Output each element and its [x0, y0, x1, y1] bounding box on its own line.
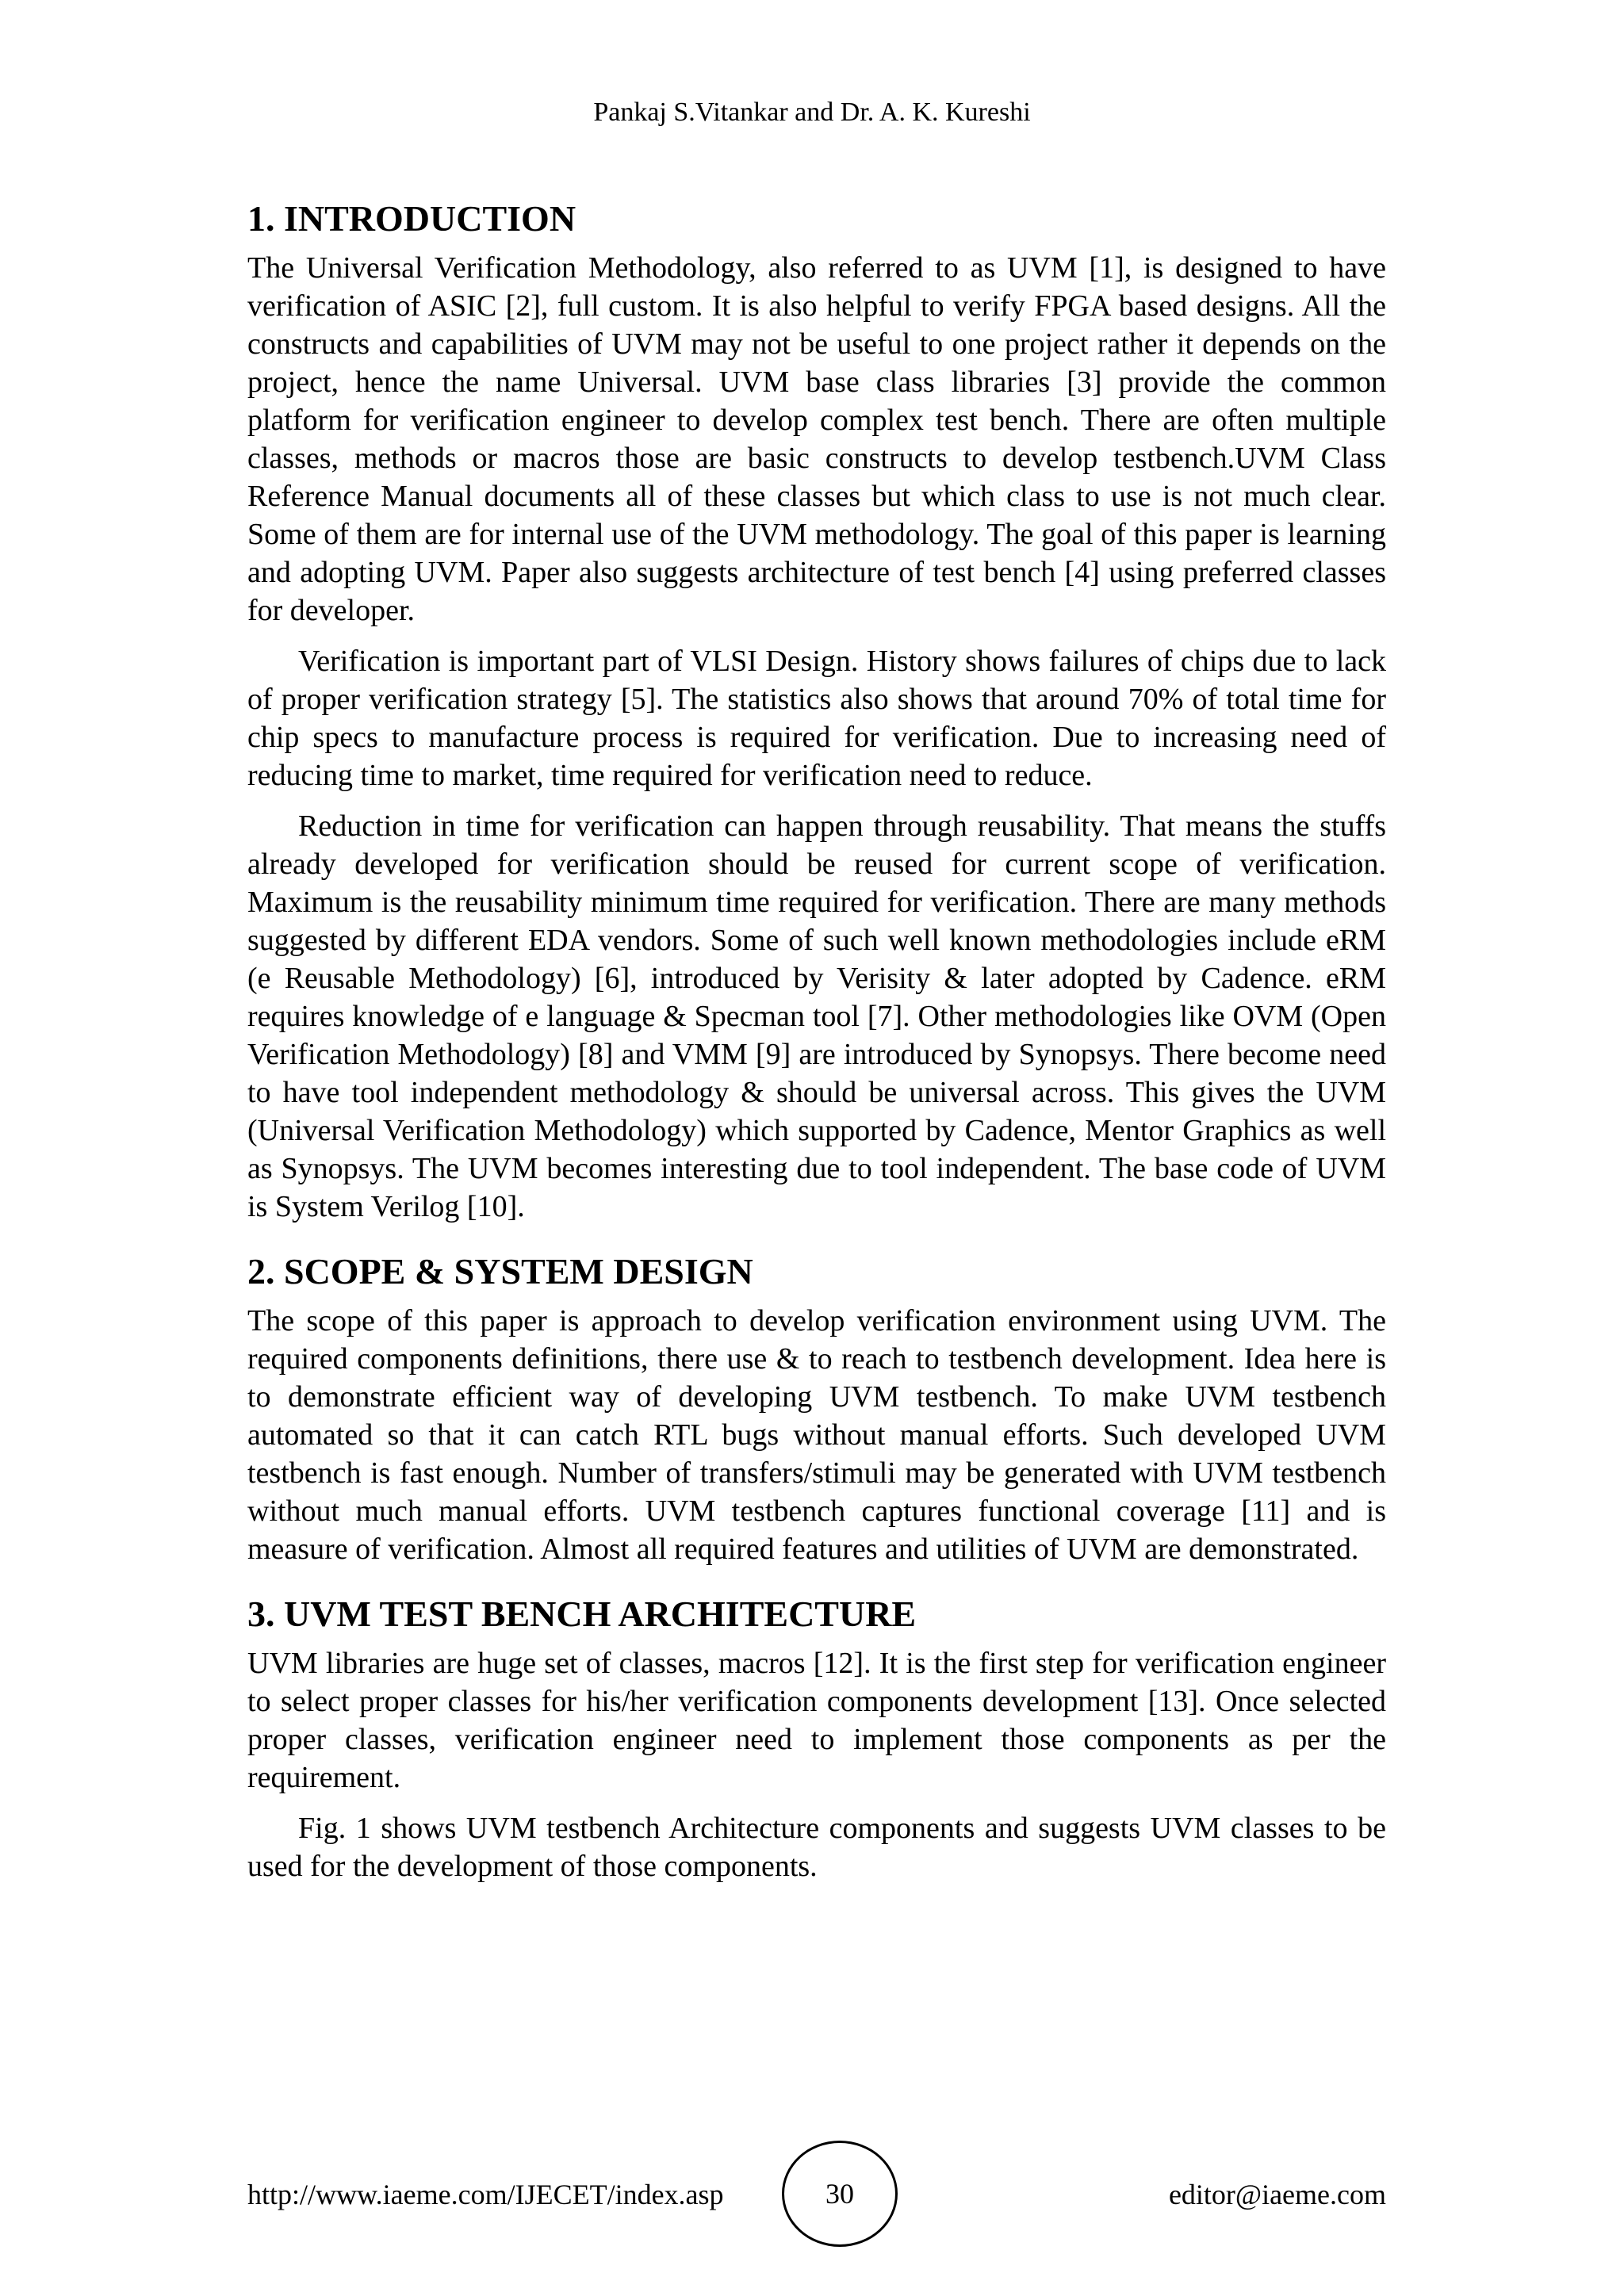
section-heading: 3. UVM TEST BENCH ARCHITECTURE — [247, 1594, 917, 1634]
paragraph: Fig. 1 shows UVM testbench Architecture components and suggests UVM classes to be used for the development of those components. — [247, 1812, 1386, 1883]
page-number: 30 — [825, 2178, 854, 2210]
section-introduction — [247, 195, 1386, 1226]
paragraph: The scope of this paper is approach to develop verification environment using UVM. The required components definitions, there use & to reach to testbench development. Idea here is to demonstrate efficient way of developing UVM testbench. To make UVM testbench automated so that it can catch RTL bugs without manual efforts. Such developed UVM testbench is fast enough. Number of transfers/stimuli may be generated with UVM testbench without much manual efforts. UVM testbench captures functional coverage [11] and is measure of verification. Almost all required features and utilities of UVM are demonstrated. — [247, 1304, 1386, 1566]
paragraph: The Universal Verification Methodology, also referred to as UVM [1], is designed to have verification of ASIC [2], full custom. It is also helpful to verify FPGA based designs. All the constructs and capabilities of UVM may not be useful to one project rather it depends on the project, hence the name Universal. UVM base class libraries [3] provide the common platform for verification engineer to develop complex test bench. There are often multiple classes, methods or macros those are basic constructs to develop testbench.UVM Class Reference Manual documents all of these classes but which class to use is not much clear. Some of them are for internal use of the UVM methodology. The goal of this paper is learning and adopting UVM. Paper also suggests architecture of test bench [4] using preferred classes for developer. — [247, 251, 1386, 627]
page-footer — [247, 2141, 1386, 2252]
section-heading: 2. SCOPE & SYSTEM DESIGN — [247, 1251, 753, 1292]
paragraph: Reduction in time for verification can happen through reusability. That means the stuffs already developed for verification should be reused for current scope of verification. Maximum is the reusability minimum time required for verification. There are many methods suggested by different EDA vendors. Some of such well known methodologies include eRM (e Reusable Methodology) [6], introduced by Verisity & later adopted by Cadence. eRM requires knowledge of e language & Specman tool [7]. Other methodologies like OVM (Open Verification Methodology) [8] and VMM [9] are introduced by Synopsys. There become need to have tool independent methodology & should be universal across. This gives the UVM (Universal Verification Methodology) which supported by Cadence, Mentor Graphics as well as Synopsys. The UVM becomes interesting due to tool independent. The base code of UVM is System Verilog [10]. — [247, 809, 1386, 1223]
footer-url-link[interactable]: http://www.iaeme.com/IJECET/index.asp — [247, 2179, 724, 2210]
footer-email-link[interactable]: editor@iaeme.com — [1168, 2179, 1386, 2210]
paragraph: Verification is important part of VLSI Design. History shows failures of chips due to lack of proper verification strategy [5]. The statistics also shows that around 70% of total time for chip specs to manufacture process is required for verification. Due to increasing need of reducing time to market, time required for verification need to reduce. — [247, 645, 1386, 792]
section-scope — [247, 1248, 1386, 1568]
section-architecture — [247, 1590, 1386, 1885]
section-heading: 1. INTRODUCTION — [247, 198, 576, 239]
paragraph: UVM libraries are huge set of classes, macros [12]. It is the first step for verification engineer to select proper classes for his/her verification components development [13]. Once selected proper classes, verification engineer need to implement those components as per the requirement. — [247, 1647, 1386, 1794]
running-header: Pankaj S.Vitankar and Dr. A. K. Kureshi — [593, 98, 1031, 127]
page-number-badge — [782, 2141, 898, 2247]
main-content — [247, 195, 1386, 1908]
